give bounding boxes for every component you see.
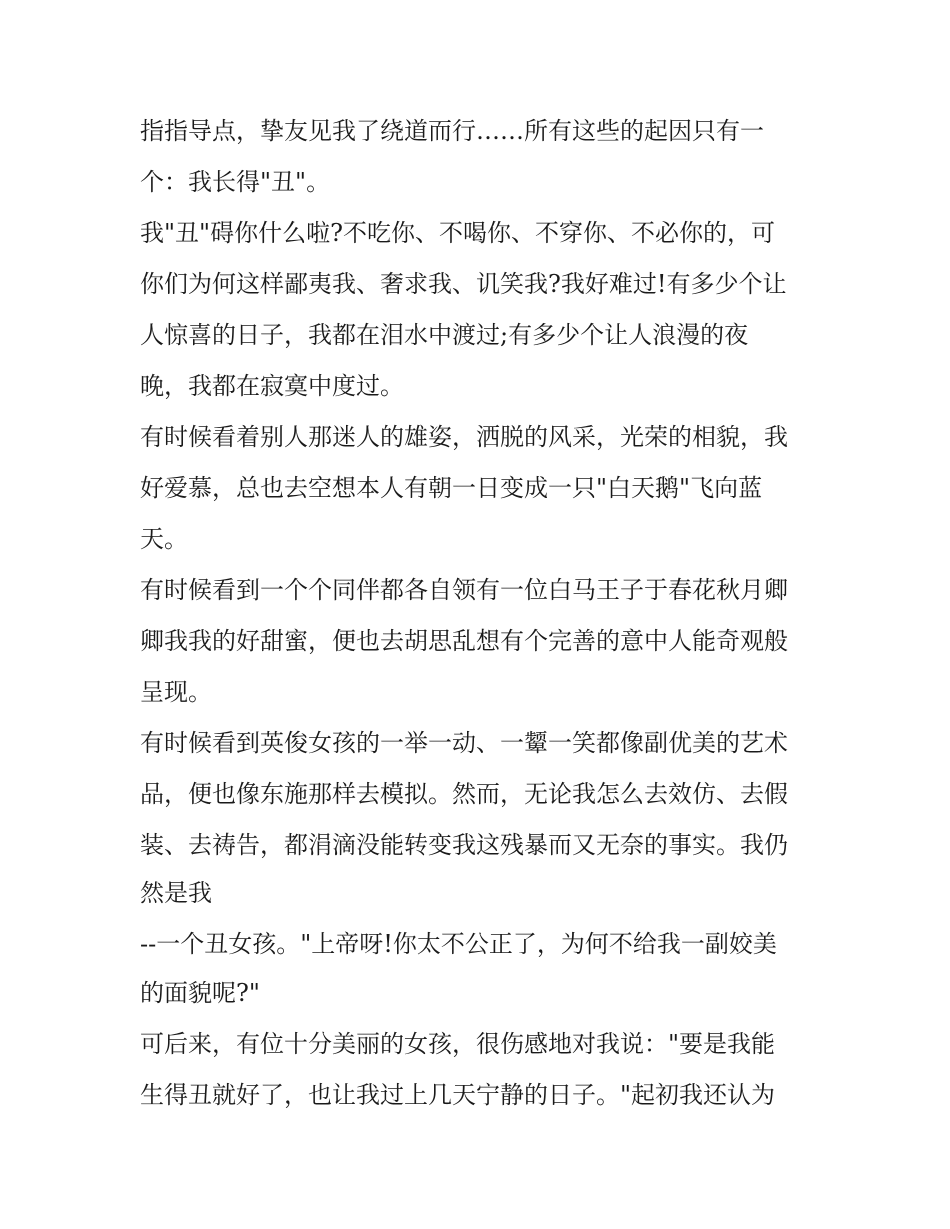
text-line: --一个丑女孩。"上帝呀!你太不公正了，为何不给我一副姣美	[140, 930, 777, 958]
text-line: 人惊喜的日子，我都在泪水中渡过;有多少个让人浪漫的夜	[140, 321, 749, 349]
text-line: 晚，我都在寂寞中度过。	[140, 372, 404, 400]
text-line: 的面貌呢?"	[140, 979, 260, 1007]
text-line: 卿我我的好甜蜜，便也去胡思乱想有个完善的意中人能奇观般	[140, 627, 788, 655]
text-line: 有时候看着别人那迷人的雄姿，洒脱的风采，光荣的相貌，我	[140, 423, 788, 451]
text-line: 有时候看到英俊女孩的一举一动、一颦一笑都像副优美的艺术	[140, 729, 788, 757]
text-line: 然是我	[140, 879, 212, 907]
text-line: 有时候看到一个个同伴都各自领有一位白马王子于春花秋月卿	[140, 576, 788, 604]
text-line: 可后来，有位十分美丽的女孩，很伤感地对我说："要是我能	[140, 1030, 776, 1058]
text-line: 生得丑就好了，也让我过上几天宁静的日子。"起初我还认为	[140, 1081, 776, 1109]
text-line: 你们为何这样鄙夷我、奢求我、讥笑我?我好难过!有多少个让	[140, 270, 787, 298]
text-line: 个：我长得"丑"。	[140, 168, 331, 196]
text-line: 天。	[140, 525, 188, 553]
text-line: 品，便也像东施那样去模拟。然而，无论我怎么去效仿、去假	[140, 780, 788, 808]
text-line: 装、去祷告，都涓滴没能转变我这残暴而又无奈的事实。我仍	[140, 831, 788, 859]
text-line: 我"丑"碍你什么啦?不吃你、不喝你、不穿你、不必你的，可	[140, 219, 775, 247]
text-line: 好爱慕，总也去空想本人有朝一日变成一只"白天鹅"飞向蓝	[140, 474, 763, 502]
text-line: 指指导点，挚友见我了绕道而行……所有这些的起因只有一	[140, 117, 764, 145]
text-line: 呈现。	[140, 678, 212, 706]
